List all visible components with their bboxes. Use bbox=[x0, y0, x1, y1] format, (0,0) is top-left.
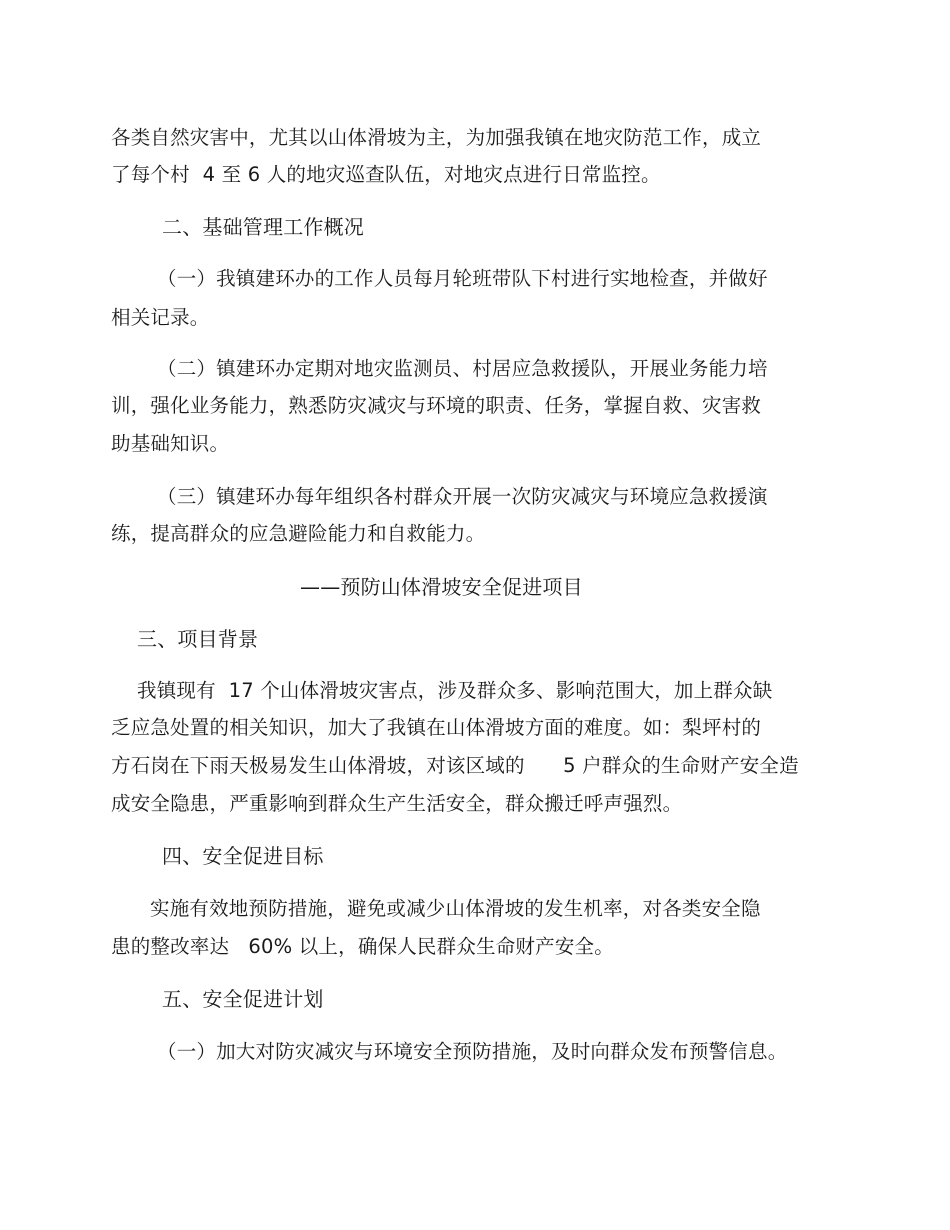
section3-line-3: 方石岗在下雨天极易发生山体滑坡，对该区域的 5 户群众的生命财产安全造 bbox=[111, 754, 799, 777]
intro-line-1: 各类自然灾害中，尤其以山体滑坡为主，为加强我镇在地灾防范工作，成立 bbox=[111, 126, 762, 149]
section2-item2-line-2: 训，强化业务能力，熟悉防灾减灾与环境的职责、任务，掌握自救、灾害救 bbox=[111, 394, 762, 417]
section4-heading: 四、安全促进目标 bbox=[162, 844, 324, 868]
section3-heading: 三、项目背景 bbox=[137, 627, 259, 651]
section2-item1-line-2: 相关记录。 bbox=[111, 306, 210, 329]
section3-line-4: 成安全隐患，严重影响到群众生产生活安全，群众搬迁呼声强烈。 bbox=[111, 792, 683, 815]
section2-item2-line-3: 助基础知识。 bbox=[111, 432, 230, 455]
section3-line-1: 我镇现有 17 个山体滑坡灾害点，涉及群众多、影响范围大，加上群众缺 bbox=[137, 679, 773, 702]
section5-item1: （一）加大对防灾减灾与环境安全预防措施，及时向群众发布预警信息。 bbox=[157, 1040, 788, 1063]
section2-item2-line-1: （二）镇建环办定期对地灾监测员、村居应急救援队，开展业务能力培 bbox=[157, 357, 768, 380]
section2-item3-line-1: （三）镇建环办每年组织各村群众开展一次防灾减灾与环境应急救援演 bbox=[157, 485, 768, 508]
intro-line-2: 了每个村 4 至 6 人的地灾巡查队伍，对地灾点进行日常监控。 bbox=[111, 163, 661, 186]
section4-line-2: 患的整改率达 60% 以上，确保人民群众生命财产安全。 bbox=[111, 935, 614, 958]
section2-item1-line-1: （一）我镇建环办的工作人员每月轮班带队下村进行实地检查，并做好 bbox=[157, 267, 768, 290]
section5-heading: 五、安全促进计划 bbox=[162, 987, 324, 1011]
section2-item3-line-2: 练，提高群众的应急避险能力和自救能力。 bbox=[111, 522, 486, 545]
section3-line-2: 乏应急处置的相关知识，加大了我镇在山体滑坡方面的难度。如：梨坪村的 bbox=[111, 716, 762, 739]
section2-heading: 二、基础管理工作概况 bbox=[162, 215, 364, 239]
project-title: ——预防山体滑坡安全促进项目 bbox=[300, 575, 583, 599]
section4-line-1: 实施有效地预防措施，避免或减少山体滑坡的发生机率，对各类安全隐 bbox=[150, 897, 761, 920]
